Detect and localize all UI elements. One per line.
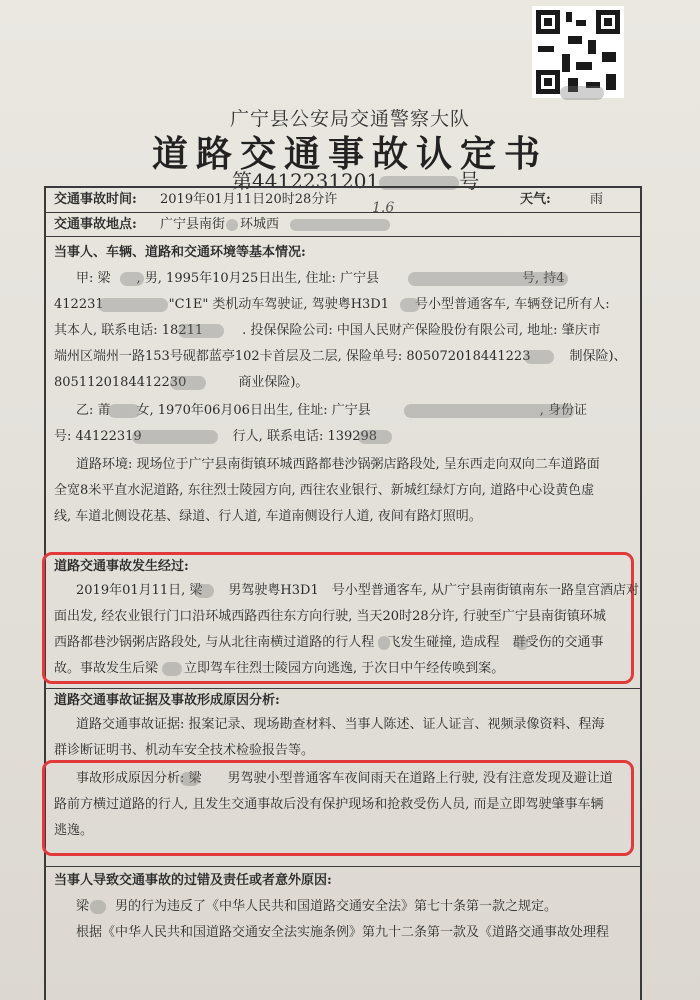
fault-line: 梁 男的行为违反了《中华人民共和国道路交通安全法》第七十条第一款之规定。 <box>76 899 558 914</box>
basic-line: 乙: 莆 女, 1970年06月06日出生, 住址: 广宁县 , 身份证 <box>76 403 587 418</box>
redaction-blur <box>90 900 106 914</box>
process-line: 面出发, 经农业银行门口沿环城西路西往东方向行驶, 当天20时28分许, 行驶至广宁县南街镇环城 <box>54 609 606 624</box>
redaction-blur <box>226 219 238 231</box>
process-line: 2019年01月11日, 梁 男驾驶粤H3D1 号小型普通客车, 从广宁县南街镇南东一路皇宫酒店对 <box>76 583 639 598</box>
cause-line: 路前方横过道路的行人, 且发生交通事故后没有保护现场和抢救受伤人员, 而是立即驾驶肇事车辆 <box>54 797 604 812</box>
redaction-blur <box>358 430 392 444</box>
row-divider <box>44 688 640 689</box>
handwritten-note: 1.6 <box>372 200 395 216</box>
basic-line: 412231 "C1E" 类机动车驾驶证, 驾驶粤H3D1 号小型普通客车, 车辆登记所有人: <box>54 297 610 312</box>
row-divider <box>44 212 640 213</box>
process-line: 西路都巷沙锅粥店路段处, 与从北往南横过道路的行人程 飞发生碰撞, 造成程 群受伤的交通事 <box>54 635 604 650</box>
basic-line: 道路环境: 现场位于广宁县南街镇环城西路都巷沙锅粥店路段处, 呈东西走向双向二车道路面 <box>76 457 600 472</box>
redaction-blur <box>400 298 420 312</box>
basic-line: 甲: 梁 , 男, 1995年10月25日出生, 住址: 广宁县 号, 持4 <box>76 271 565 286</box>
issuing-unit: 广宁县公安局交通警察大队 <box>229 108 470 130</box>
basic-line: 8051120184412230 商业保险)。 <box>54 375 309 390</box>
section-fault-heading: 当事人导致交通事故的过错及责任或者意外原因: <box>54 873 332 888</box>
document-title: 道路交通事故认定书 <box>151 133 548 175</box>
redaction-blur <box>290 219 390 231</box>
redaction-blur <box>560 86 604 100</box>
cause-line: 逃逸。 <box>54 823 94 838</box>
redaction-blur <box>132 430 218 444</box>
basic-line: 线, 车道北侧设花基、绿道、行人道, 车道南侧设行人道, 夜间有路灯照明。 <box>54 509 482 524</box>
section-process-heading: 道路交通事故发生经过: <box>54 559 189 574</box>
row-divider <box>44 236 640 237</box>
basic-line: 全宽8米平直水泥道路, 东往烈士陵园方向, 西往农业银行、新城红绿灯方向, 道路中心设黄色虚 <box>54 483 595 498</box>
redaction-blur <box>180 772 200 786</box>
redaction-blur <box>194 584 214 598</box>
accident-place-value: 广宁县南街 <box>160 217 226 232</box>
basic-line: 其本人, 联系电话: 18211 . 投保保险公司: 中国人民财产保险股份有限公司, 地址: 肇庆市 <box>54 323 601 338</box>
accident-time-label: 交通事故时间: <box>54 192 137 207</box>
redaction-blur <box>378 636 390 650</box>
redaction-blur <box>524 350 554 364</box>
redaction-blur <box>162 662 182 676</box>
cause-line: 事故形成原因分析: 梁 男驾驶小型普通客车夜间雨天在道路上行驶, 没有注意发现及避让道 <box>76 771 613 786</box>
section-basic-heading: 当事人、车辆、道路和交通环境等基本情况: <box>54 245 306 260</box>
redaction-blur <box>404 404 574 418</box>
redaction-blur <box>120 272 144 286</box>
section-evidence-heading: 道路交通事故证据及事故形成原因分析: <box>54 693 280 708</box>
weather-value: 雨 <box>590 192 604 207</box>
accident-place-label: 交通事故地点: <box>54 217 137 232</box>
accident-time-value: 2019年01月11日20时28分许 <box>160 192 338 207</box>
process-line: 故。事故发生后梁 立即驾车往烈士陵园方向逃逸, 于次日中午经传唤到案。 <box>54 661 505 676</box>
basic-line: 端州区端州一路153号砚都蓝亭102卡首层及二层, 保险单号: 805072018441223 制保险)、 <box>54 349 627 364</box>
row-divider <box>44 866 640 867</box>
evidence-line: 道路交通事故证据: 报案记录、现场勘查材料、当事人陈述、证人证言、视频录像资料、程海 <box>76 717 605 732</box>
accident-place-value-2: 环城西 <box>240 217 280 232</box>
document-number-suffix: 号 <box>459 169 480 193</box>
qr-code <box>532 6 624 98</box>
redaction-blur <box>178 324 224 338</box>
redaction-blur <box>170 376 206 390</box>
evidence-line: 群诊断证明书、机动车安全技术检验报告等。 <box>54 743 315 758</box>
document-number-prefix: 第4412231201 <box>232 169 380 193</box>
redaction-blur <box>108 404 140 418</box>
redaction-blur <box>516 636 528 650</box>
redaction-blur <box>408 272 568 286</box>
redaction-blur <box>98 298 168 312</box>
basic-line: 号: 44122319 行人, 联系电话: 139298 <box>54 429 378 444</box>
weather-label: 天气: <box>520 192 551 207</box>
fault-line: 根据《中华人民共和国道路交通安全法实施条例》第九十二条第一款及《道路交通事故处理程 <box>76 925 610 940</box>
